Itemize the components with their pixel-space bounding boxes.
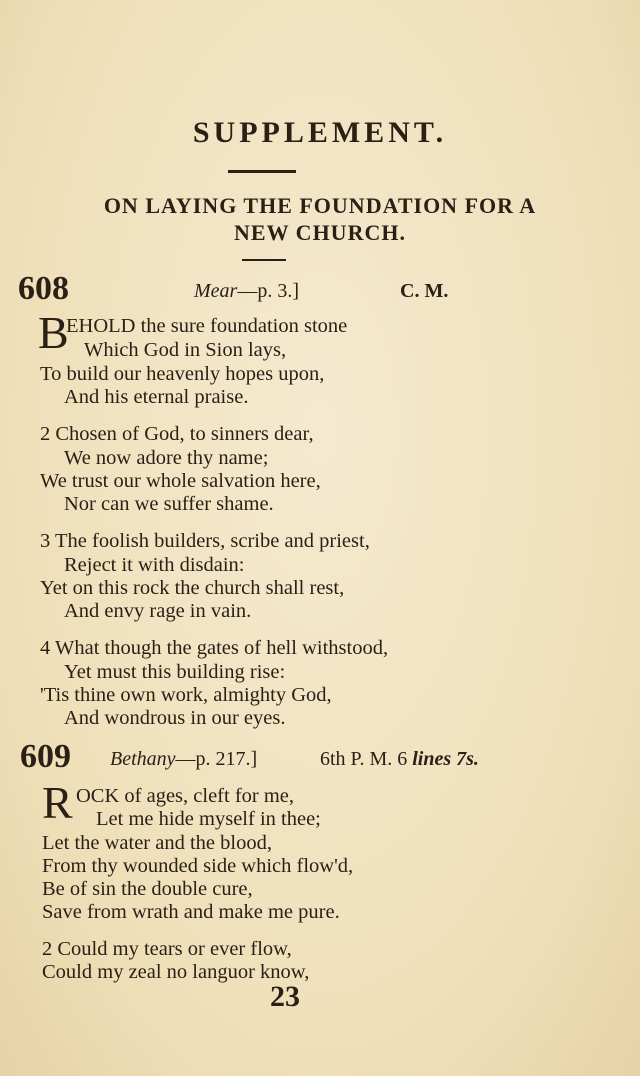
page-title: SUPPLEMENT. xyxy=(192,116,448,149)
meter-text: 6th P. M. 6 xyxy=(320,748,413,770)
verse-line: To build our heavenly hopes upon, xyxy=(40,363,325,385)
title-rule xyxy=(228,170,296,173)
verse-line: We now adore thy name; xyxy=(64,447,269,469)
heading-rule xyxy=(242,259,286,261)
tune-page-ref: —p. 217.] xyxy=(175,748,258,770)
hymn-header xyxy=(18,270,618,310)
verse-line: And envy rage in vain. xyxy=(64,600,252,622)
verse-line: And wondrous in our eyes. xyxy=(64,707,286,729)
tune-page-ref: —p. 3.] xyxy=(237,280,299,302)
verse-line: We trust our whole salvation here, xyxy=(40,470,321,492)
drop-cap: R xyxy=(42,777,73,828)
verse-line: Be of sin the double cure, xyxy=(42,878,253,900)
verse-line: 2 Could my tears or ever flow, xyxy=(42,938,292,960)
drop-cap: B xyxy=(38,307,69,358)
verse-line: EHOLD the sure foundation stone xyxy=(66,315,348,337)
verse-line: Yet must this building rise: xyxy=(64,661,286,683)
verse-line: Which God in Sion lays, xyxy=(84,339,287,361)
verse-line: And his eternal praise. xyxy=(64,386,249,408)
tune-name: Mear xyxy=(194,280,238,302)
tune-name: Bethany xyxy=(110,748,176,770)
verse-line: From thy wounded side which flow'd, xyxy=(42,855,354,877)
verse-line: Let the water and the blood, xyxy=(42,832,272,854)
hymn-number: 609 xyxy=(20,738,71,775)
verse-line: Reject it with disdain: xyxy=(64,554,245,576)
hymn-meter xyxy=(320,748,479,771)
meter-italic: lines 7s. xyxy=(412,748,479,770)
verse-line: Let me hide myself in thee; xyxy=(96,808,321,830)
verse-line: Save from wrath and make me pure. xyxy=(42,901,340,923)
hymn-header xyxy=(18,738,618,778)
verse-line: 'Tis thine own work, almighty God, xyxy=(40,684,332,706)
verse-line: 4 What though the gates of hell withstood, xyxy=(40,637,389,659)
hymn-meter: C. M. xyxy=(400,280,449,302)
verse-line: 3 The foolish builders, scribe and priest, xyxy=(40,530,370,552)
verse-line: Could my zeal no languor know, xyxy=(42,961,310,983)
verse-line: Yet on this rock the church shall rest, xyxy=(40,577,345,599)
section-heading-line-1: ON LAYING THE FOUNDATION FOR A xyxy=(103,193,537,218)
verse-line: Nor can we suffer shame. xyxy=(64,493,274,515)
section-heading-line-2: NEW CHURCH. xyxy=(234,220,406,245)
tune-reference xyxy=(110,748,257,771)
tune-reference xyxy=(194,280,299,303)
page-number: 23 xyxy=(270,980,300,1013)
hymn-number: 608 xyxy=(18,270,69,307)
verse-line: 2 Chosen of God, to sinners dear, xyxy=(40,423,314,445)
verse-line: OCK of ages, cleft for me, xyxy=(76,785,295,807)
